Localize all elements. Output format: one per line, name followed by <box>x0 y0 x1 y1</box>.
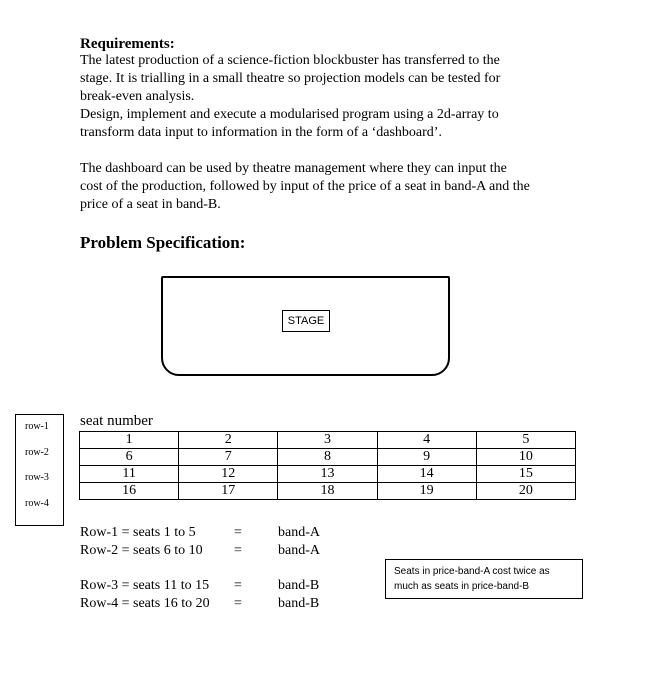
row-label: row-1 <box>25 421 49 432</box>
seat-cell: 6 <box>80 449 179 466</box>
seat-cell: 10 <box>476 449 575 466</box>
price-note-box <box>385 559 583 599</box>
seat-cell: 5 <box>476 432 575 449</box>
band-row-desc: Row-3 = seats 11 to 15 <box>80 578 210 593</box>
band-row-band: band-B <box>278 596 320 611</box>
band-row-equals: = <box>234 596 242 611</box>
price-note-line: Seats in price-band-A cost twice as <box>394 566 550 577</box>
dashboard-paragraph <box>80 160 600 214</box>
table-row <box>80 466 576 483</box>
row-label: row-4 <box>25 498 49 509</box>
band-row-band: band-A <box>278 525 320 540</box>
band-row-desc: Row-4 = seats 16 to 20 <box>80 596 210 611</box>
band-row-desc: Row-2 = seats 6 to 10 <box>80 543 203 558</box>
stage-label: STAGE <box>282 310 330 332</box>
requirements-paragraph <box>80 52 600 142</box>
requirements-heading: Requirements: <box>80 36 175 52</box>
seat-cell: 18 <box>278 483 377 500</box>
seat-cell: 20 <box>476 483 575 500</box>
dashboard-line: cost of the production, followed by input of the price of a seat in band-A and the <box>80 179 530 194</box>
seat-cell: 19 <box>377 483 476 500</box>
band-row-equals: = <box>234 525 242 540</box>
seat-cell: 3 <box>278 432 377 449</box>
seat-cell: 8 <box>278 449 377 466</box>
band-row-equals: = <box>234 543 242 558</box>
seat-cell: 15 <box>476 466 575 483</box>
band-row-band: band-B <box>278 578 320 593</box>
seat-table <box>79 431 576 500</box>
requirements-line: stage. It is trialling in a small theatre so projection models can be tested for <box>80 71 501 86</box>
requirements-line: Design, implement and execute a modularised program using a 2d-array to <box>80 107 499 122</box>
band-row-desc: Row-1 = seats 1 to 5 <box>80 525 196 540</box>
price-note-line: much as seats in price-band-B <box>394 581 530 592</box>
row-labels-box <box>15 414 64 526</box>
seat-cell: 2 <box>179 432 278 449</box>
seat-cell: 13 <box>278 466 377 483</box>
seat-cell: 14 <box>377 466 476 483</box>
dashboard-line: The dashboard can be used by theatre management where they can input the <box>80 161 507 176</box>
table-row <box>80 432 576 449</box>
requirements-line: transform data input to information in the form of a ‘dashboard’. <box>80 125 442 140</box>
row-label: row-3 <box>25 472 49 483</box>
problem-spec-heading: Problem Specification: <box>80 233 246 252</box>
seat-cell: 16 <box>80 483 179 500</box>
seat-cell: 4 <box>377 432 476 449</box>
table-row <box>80 449 576 466</box>
seat-cell: 12 <box>179 466 278 483</box>
seat-number-title: seat number <box>80 413 153 429</box>
seat-cell: 1 <box>80 432 179 449</box>
seat-cell: 11 <box>80 466 179 483</box>
band-row-equals: = <box>234 578 242 593</box>
table-row <box>80 483 576 500</box>
row-label: row-2 <box>25 447 49 458</box>
seat-cell: 17 <box>179 483 278 500</box>
requirements-line: The latest production of a science-fiction blockbuster has transferred to the <box>80 53 500 68</box>
dashboard-line: price of a seat in band-B. <box>80 197 221 212</box>
band-row-band: band-A <box>278 543 320 558</box>
seat-cell: 9 <box>377 449 476 466</box>
seat-cell: 7 <box>179 449 278 466</box>
requirements-line: break-even analysis. <box>80 89 195 104</box>
